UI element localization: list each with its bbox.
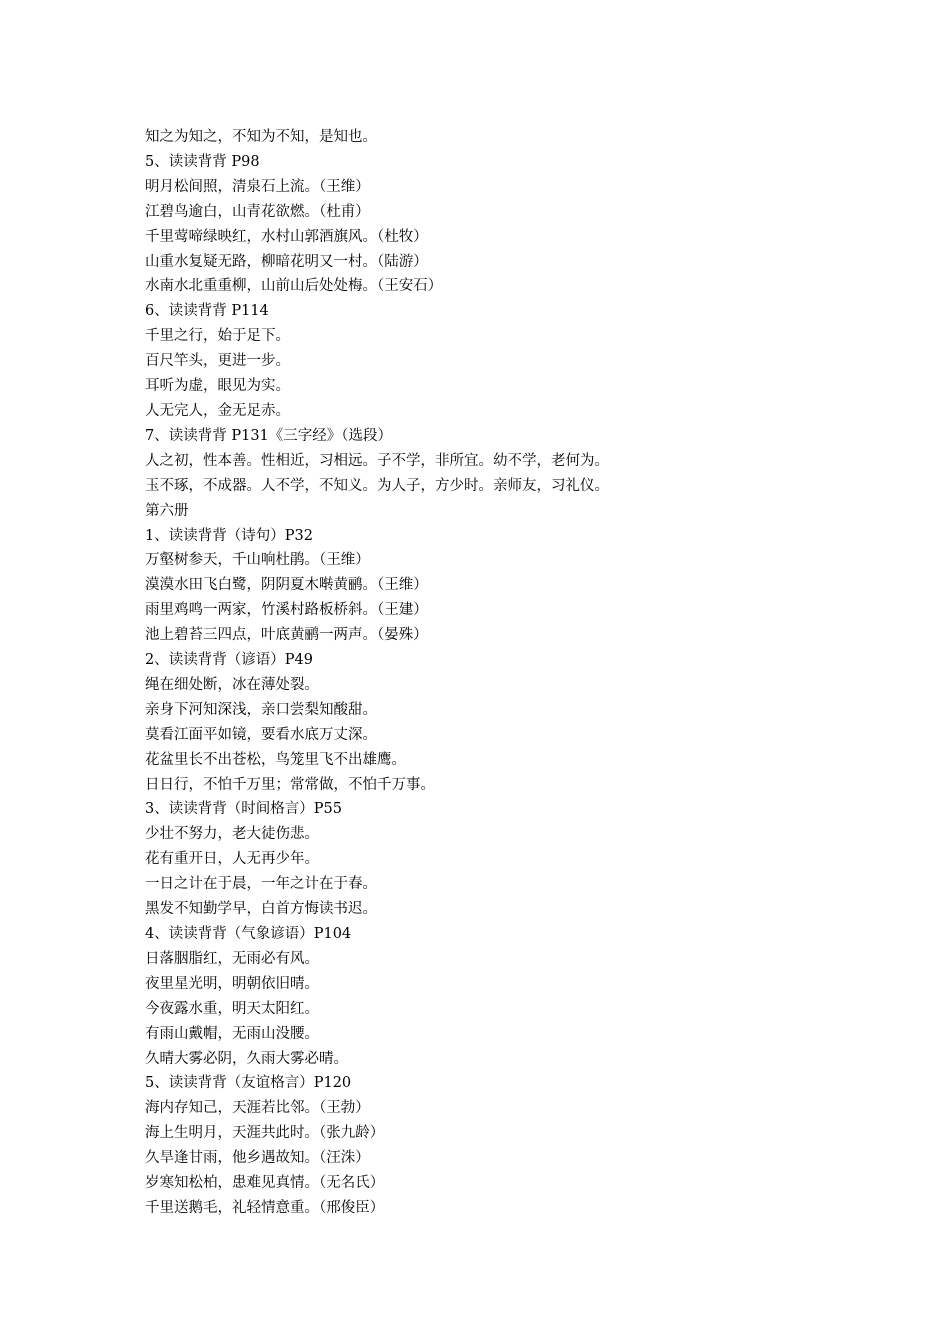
text-line: 日日行，不怕千万里；常常做，不怕千万事。 <box>145 776 435 793</box>
text-line: 千里送鹅毛，礼轻情意重。（邢俊臣） <box>145 1199 385 1216</box>
text-line: 雨里鸡鸣一两家，竹溪村路板桥斜。（王建） <box>145 602 428 619</box>
volume-heading: 第六册 <box>145 502 189 519</box>
section-heading: 1、读读背背（诗句）P32 <box>145 527 313 544</box>
text-line: 黑发不知勤学早，白首方悔读书迟。 <box>145 901 377 918</box>
text-line: 玉不琢，不成器。人不学，不知义。为人子，方少时。亲师友，习礼仪。 <box>145 477 609 494</box>
text-line: 明月松间照，清泉石上流。（王维） <box>145 178 370 195</box>
text-line: 夜里星光明，明朝依旧晴。 <box>145 975 319 992</box>
text-line: 人无完人，金无足赤。 <box>145 402 290 419</box>
section-heading: 5、读读背背 P98 <box>145 153 260 170</box>
text-line: 山重水复疑无路，柳暗花明又一村。（陆游） <box>145 253 428 270</box>
text-line: 池上碧苔三四点，叶底黄鹂一两声。（晏殊） <box>145 627 428 644</box>
text-line: 水南水北重重柳，山前山后处处梅。（王安石） <box>145 278 443 295</box>
text-line: 千里莺啼绿映红，水村山郭酒旗风。（杜牧） <box>145 228 428 245</box>
text-line: 久晴大雾必阴，久雨大雾必晴。 <box>145 1050 348 1067</box>
document-body <box>145 125 925 1221</box>
text-line: 海上生明月，天涯共此时。（张九龄） <box>145 1125 385 1142</box>
text-line: 一日之计在于晨，一年之计在于春。 <box>145 876 377 893</box>
text-line: 江碧鸟逾白，山青花欲燃。（杜甫） <box>145 203 370 220</box>
text-line: 万壑树参天，千山响杜鹃。（王维） <box>145 552 370 569</box>
text-line: 人之初，性本善。性相近，习相远。子不学，非所宜。幼不学，老何为。 <box>145 452 609 469</box>
text-line: 亲身下河知深浅，亲口尝梨知酸甜。 <box>145 701 377 718</box>
text-line: 百尺竿头，更进一步。 <box>145 353 290 370</box>
text-line: 花盆里长不出苍松，鸟笼里飞不出雄鹰。 <box>145 751 406 768</box>
section-heading: 3、读读背背（时间格言）P55 <box>145 801 342 818</box>
text-line: 漠漠水田飞白鹭，阴阴夏木啭黄鹂。（王维） <box>145 577 428 594</box>
text-line: 绳在细处断，冰在薄处裂。 <box>145 676 319 693</box>
text-line: 久旱逢甘雨，他乡遇故知。（汪洙） <box>145 1150 370 1167</box>
text-line: 花有重开日，人无再少年。 <box>145 851 319 868</box>
text-line: 千里之行，始于足下。 <box>145 328 290 345</box>
text-line: 日落胭脂红，无雨必有风。 <box>145 950 319 967</box>
text-line: 海内存知己，天涯若比邻。（王勃） <box>145 1100 370 1117</box>
text-line: 岁寒知松柏，患难见真情。（无名氏） <box>145 1175 385 1192</box>
text-line: 耳听为虚，眼见为实。 <box>145 378 290 395</box>
section-heading: 6、读读背背 P114 <box>145 303 269 320</box>
text-line: 莫看江面平如镜，要看水底万丈深。 <box>145 726 377 743</box>
section-heading: 2、读读背背（谚语）P49 <box>145 652 313 669</box>
text-line: 少壮不努力，老大徒伤悲。 <box>145 826 319 843</box>
text-line: 知之为知之，不知为不知，是知也。 <box>145 129 377 145</box>
section-heading: 5、读读背背（友谊格言）P120 <box>145 1075 352 1092</box>
section-heading: 7、读读背背 P131《三字经》（选段） <box>145 427 393 444</box>
text-line: 有雨山戴帽，无雨山没腰。 <box>145 1025 319 1042</box>
section-heading: 4、读读背背（气象谚语）P104 <box>145 926 352 942</box>
text-line: 今夜露水重，明天太阳红。 <box>145 1000 319 1017</box>
